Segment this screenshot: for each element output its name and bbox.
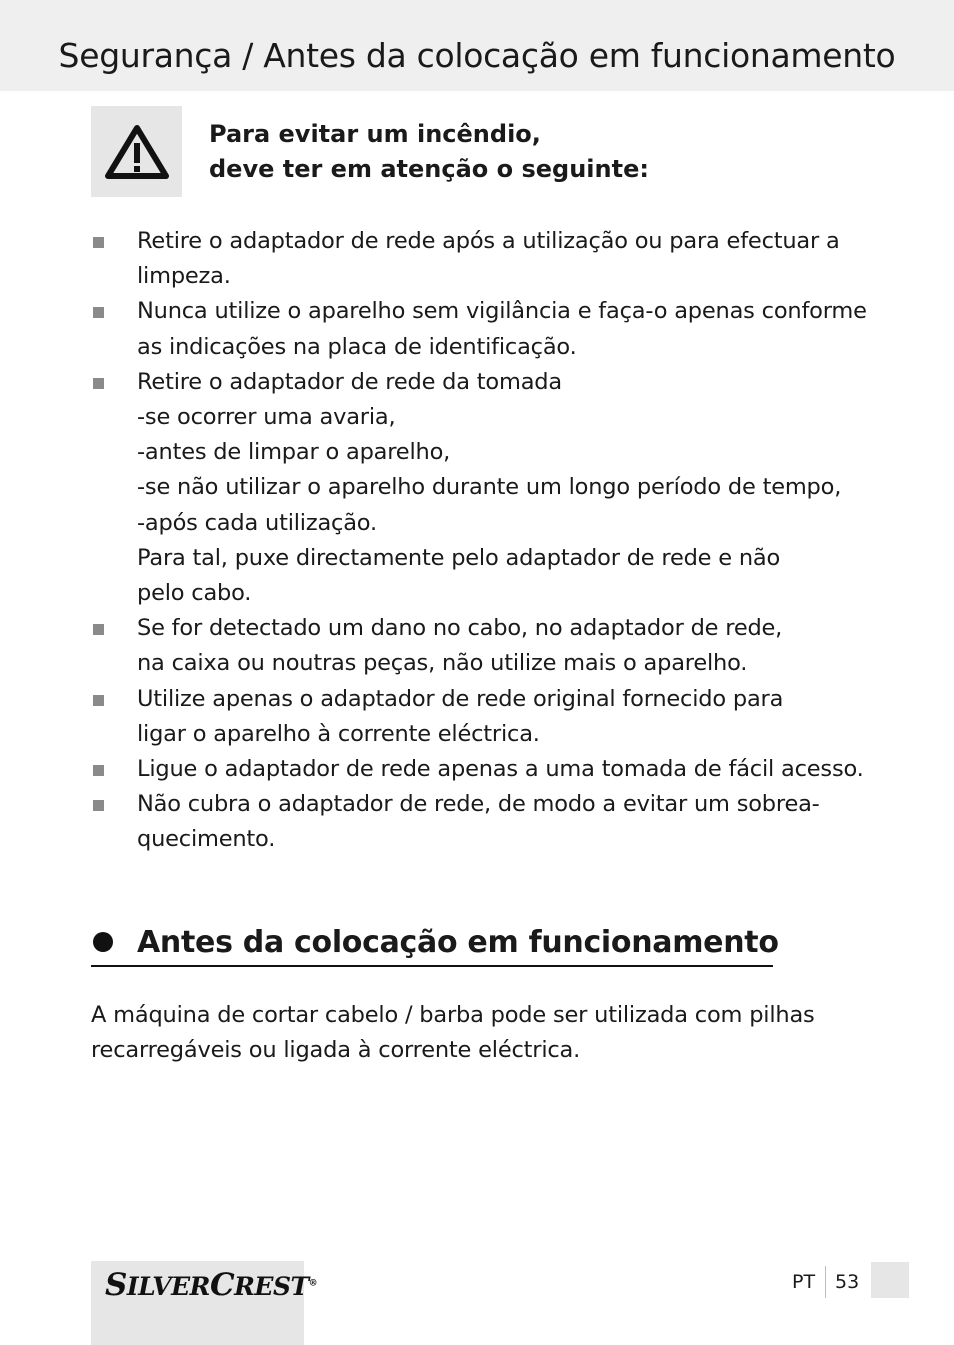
item-line: Para tal, puxe directamente pelo adaptador de rede e não (137, 544, 781, 571)
item-line: na caixa ou noutras peças, não utilize mais o aparelho. (137, 650, 748, 677)
circle-bullet-icon (93, 932, 113, 952)
section-paragraph (91, 998, 871, 1068)
page-number: 53 (835, 1271, 860, 1293)
page-title: Segurança / Antes da colocação em funcionamento (58, 36, 896, 75)
item-line: Ligue o adaptador de rede apenas a uma tomada de fácil acesso. (137, 756, 864, 783)
item-line: quecimento. (137, 826, 276, 853)
safety-list (91, 224, 881, 858)
square-bullet-icon (93, 378, 104, 389)
list-item (91, 787, 881, 857)
list-item (91, 752, 881, 787)
item-line: limpeza. (137, 263, 231, 290)
footer-tab (871, 1262, 909, 1298)
warning-triangle-icon (105, 124, 169, 180)
square-bullet-icon (93, 800, 104, 811)
footer-language: PT (792, 1271, 816, 1293)
logo-box (91, 1261, 318, 1345)
square-bullet-icon (93, 695, 104, 706)
square-bullet-icon (93, 237, 104, 248)
item-subline: -se não utilizar o aparelho durante um longo período de tempo, (137, 474, 842, 501)
warning-box (91, 106, 182, 197)
square-bullet-icon (93, 765, 104, 776)
item-line: Retire o adaptador de rede da tomada (137, 368, 562, 395)
warning-line: deve ter em atenção o seguinte: (209, 155, 649, 183)
section-heading (91, 921, 779, 965)
item-subline: -se ocorrer uma avaria, (137, 404, 396, 431)
item-subline: -após cada utilização. (137, 509, 377, 536)
section-title: Antes da colocação em funcionamento (137, 925, 779, 960)
warning-line: Para evitar um incêndio, (209, 120, 541, 148)
list-item (91, 294, 881, 364)
silvercrest-logo: SILVERCREST® (105, 1267, 318, 1303)
square-bullet-icon (93, 307, 104, 318)
list-item (91, 611, 881, 681)
item-line: Nunca utilize o aparelho sem vigilância e faça-o apenas conforme (137, 298, 867, 325)
item-line: pelo cabo. (137, 580, 252, 607)
item-line: Não cubra o adaptador de rede, de modo a evitar um sobrea- (137, 791, 820, 818)
paragraph-line: recarregáveis ou ligada à corrente eléctrica. (91, 1037, 581, 1064)
list-item (91, 224, 881, 294)
item-line: ligar o aparelho à corrente eléctrica. (137, 720, 540, 747)
section-underline (91, 965, 773, 967)
item-line: Se for detectado um dano no cabo, no adaptador de rede, (137, 615, 783, 642)
item-line: Retire o adaptador de rede após a utilização ou para efectuar a (137, 228, 840, 254)
warning-text (209, 117, 649, 187)
list-item (91, 682, 881, 752)
footer-divider (825, 1266, 826, 1298)
paragraph-line: A máquina de cortar cabelo / barba pode ser utilizada com pilhas (91, 1002, 815, 1028)
item-line: as indicações na placa de identificação. (137, 333, 577, 360)
item-subline: -antes de limpar o aparelho, (137, 439, 451, 466)
square-bullet-icon (93, 624, 104, 635)
item-line: Utilize apenas o adaptador de rede original fornecido para (137, 685, 784, 712)
list-item (91, 365, 881, 611)
